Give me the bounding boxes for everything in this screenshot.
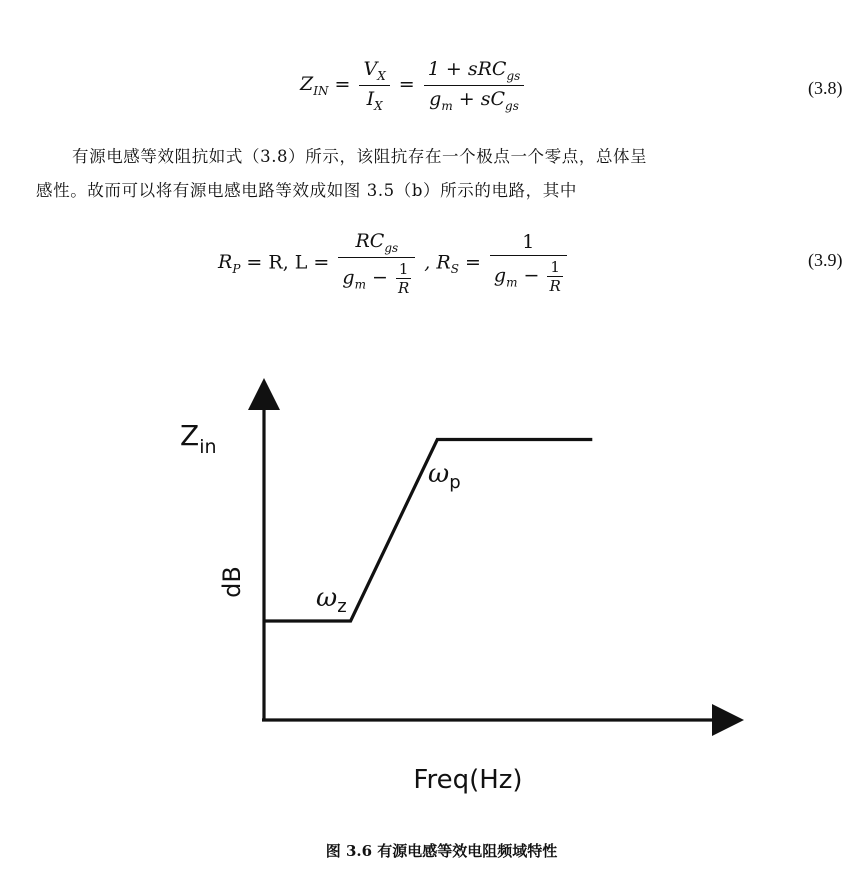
zin-symbol: $Z_{IN}$ xyxy=(300,73,329,99)
body-paragraph xyxy=(36,140,856,208)
paragraph-line-1: 有源电感等效阻抗如式（3.8）所示，该阻抗存在一个极点一个零点，总体呈 xyxy=(72,147,648,166)
equation-number-3-9: (3.9) xyxy=(808,250,843,270)
pole-frequency-label: $\omega_p$ xyxy=(428,459,461,493)
inductance-fraction: $RC_{gs}$ $g_m$ − $\frac{1}{R}$ xyxy=(338,230,415,297)
equation-3-9: $R_P = R$, L = $RC_{gs}$ $g_m$ − $\frac{1}{R}$ , $R_S$ = 1 $g_m$ − $\frac{1}{R}$ xyxy=(218,230,570,297)
equation-number-3-8: (3.8) xyxy=(808,78,843,98)
paragraph-line-2: 感性。故而可以将有源电感电路等效成如图 3.5（b）所示的电路，其中 xyxy=(36,181,577,200)
impedance-fraction: $\frac{1 + sRC_{gs}}{g_m + sC_{gs}}$ xyxy=(424,58,525,113)
x-axis-label: Freq(Hz) xyxy=(413,765,523,795)
zero-frequency-label: $\omega_z$ xyxy=(316,583,347,617)
y-axis-top-label: $Z_{in}$ xyxy=(180,419,217,458)
equation-3-8: $Z_{IN}$ = $\frac{V_X}{I_X}$ = $\frac{1 + sRC_{gs}}{g_m + sC_{gs}}$ xyxy=(300,58,527,113)
y-axis-label: dB xyxy=(218,566,246,598)
vx-over-ix-fraction: $\frac{V_X}{I_X}$ xyxy=(359,58,389,113)
impedance-frequency-chart xyxy=(0,370,863,830)
figure-caption: 图 3.6 有源电感等效电阻频域特性 xyxy=(325,842,558,860)
series-resistance-fraction: 1 $g_m$ − $\frac{1}{R}$ xyxy=(490,231,567,295)
